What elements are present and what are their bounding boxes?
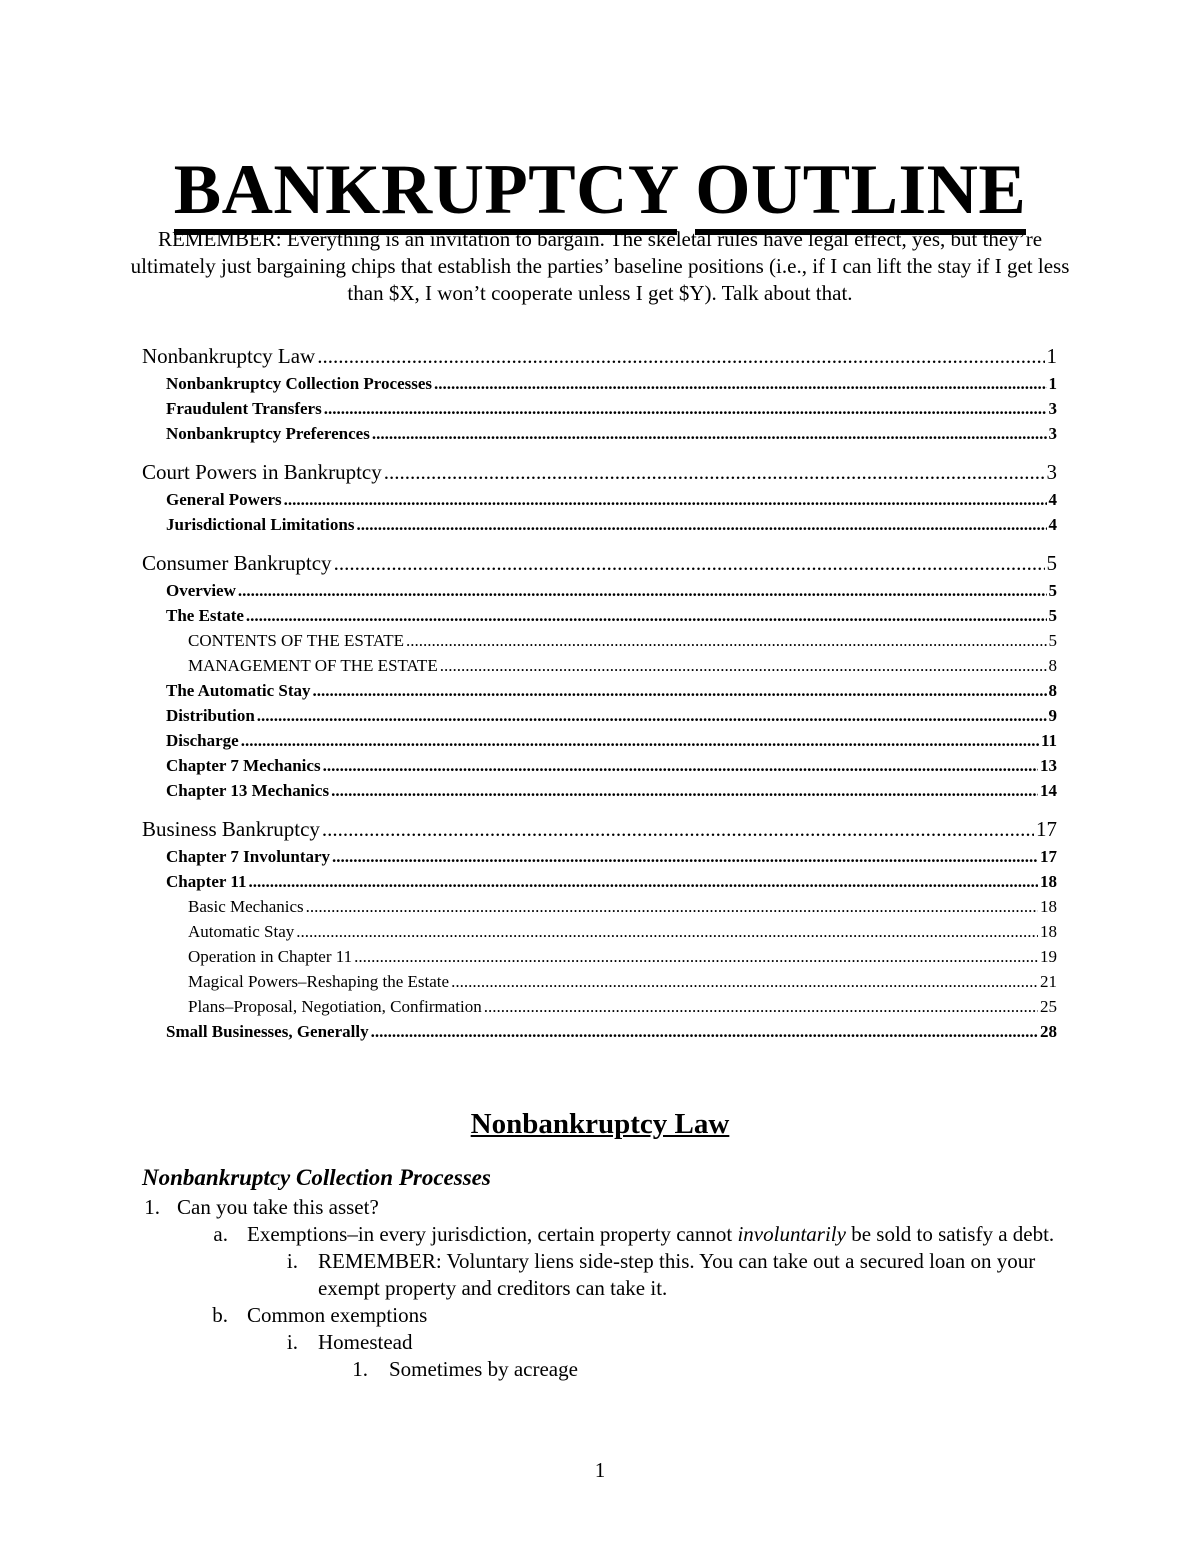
toc-label: Magical Powers–Reshaping the Estate	[188, 972, 450, 991]
toc-page: 13	[1040, 756, 1057, 775]
toc-page: 3	[1048, 424, 1057, 443]
intro-paragraph: REMEMBER: Everything is an invitation to bargain. The skeletal rules have legal effect, yes, but they’re ultimately just bargaining chips that establish the parties’ baseline positions (i.e., if I can lift the stay if I get less than $X, I won’t cooperate unless I get $Y). Talk about that.	[130, 227, 1070, 305]
toc-label: The Estate	[166, 606, 244, 625]
toc-leader	[313, 678, 1047, 703]
toc-entry[interactable]	[142, 815, 1057, 844]
toc-page: 1	[1048, 374, 1057, 393]
title-word-bankruptcy: BANKRUPTCY	[174, 151, 677, 235]
list-item	[142, 1329, 1062, 1356]
toc-page: 17	[1040, 847, 1057, 866]
toc-page: 5	[1046, 551, 1057, 575]
toc-leader	[246, 603, 1047, 628]
toc-page: 11	[1040, 731, 1057, 750]
toc-page: 18	[1040, 897, 1057, 916]
page-number: 1	[594, 1458, 606, 1482]
toc-leader	[434, 371, 1046, 396]
list-item-text: Can you take this asset?	[177, 1195, 379, 1219]
toc-entry[interactable]	[142, 778, 1057, 803]
toc-leader	[384, 458, 1045, 487]
toc-label: Nonbankruptcy Collection Processes	[166, 374, 433, 393]
toc-label: Operation in Chapter 11	[188, 947, 353, 966]
toc-page: 1	[1046, 344, 1057, 368]
list-item	[142, 1248, 1062, 1302]
toc-leader	[284, 487, 1047, 512]
toc-leader	[306, 894, 1038, 919]
list-item	[142, 1221, 1062, 1248]
list-marker: a.	[213, 1222, 228, 1246]
toc-page: 4	[1048, 515, 1057, 534]
toc-leader	[238, 578, 1047, 603]
toc-page: 8	[1048, 656, 1057, 675]
toc-entry[interactable]	[142, 753, 1057, 778]
list-marker: b.	[212, 1303, 228, 1327]
toc-label: Chapter 7 Mechanics	[166, 756, 321, 775]
toc-entry[interactable]	[142, 603, 1057, 628]
toc-page: 17	[1036, 817, 1057, 841]
toc-page: 3	[1046, 460, 1057, 484]
toc-label: Jurisdictional Limitations	[166, 515, 355, 534]
toc-leader	[257, 703, 1047, 728]
toc-entry[interactable]	[142, 1019, 1057, 1044]
toc-entry[interactable]	[142, 458, 1057, 487]
list-item	[142, 1302, 1062, 1329]
toc-label: Distribution	[166, 706, 255, 725]
toc-entry[interactable]	[142, 421, 1057, 446]
toc-label: Nonbankruptcy Preferences	[166, 424, 370, 443]
toc-leader	[406, 628, 1046, 653]
list-item-text: Homestead	[318, 1330, 413, 1354]
toc-label: Nonbankruptcy Law	[142, 344, 316, 368]
toc-leader	[440, 653, 1047, 678]
toc-entry[interactable]	[142, 653, 1057, 678]
toc-page: 9	[1048, 706, 1057, 725]
toc-label: Consumer Bankruptcy	[142, 551, 332, 575]
section-heading: Nonbankruptcy Law	[470, 1108, 730, 1140]
toc-label: Chapter 13 Mechanics	[166, 781, 330, 800]
toc-label: Basic Mechanics	[188, 897, 304, 916]
toc-page: 18	[1040, 922, 1057, 941]
toc-label: Chapter 11	[166, 872, 247, 891]
toc-leader	[334, 549, 1045, 578]
outline-list	[142, 1194, 1062, 1383]
toc-entry[interactable]	[142, 512, 1057, 537]
subsection-heading: Nonbankruptcy Collection Processes	[142, 1165, 491, 1190]
toc-page: 21	[1040, 972, 1057, 991]
toc-entry[interactable]	[142, 703, 1057, 728]
toc-label: MANAGEMENT OF THE ESTATE	[188, 656, 438, 675]
toc-label: Discharge	[166, 731, 239, 750]
toc-label: Business Bankruptcy	[142, 817, 320, 841]
toc-entry[interactable]	[142, 578, 1057, 603]
toc-entry[interactable]	[142, 894, 1057, 919]
toc-leader	[296, 919, 1038, 944]
toc-leader	[322, 815, 1034, 844]
document-title	[0, 150, 1200, 230]
toc-leader	[332, 844, 1038, 869]
toc-leader	[323, 753, 1038, 778]
list-item-text: Exemptions–in every jurisdiction, certain property cannot	[247, 1222, 738, 1246]
toc-leader	[354, 944, 1038, 969]
toc-leader	[248, 869, 1038, 894]
toc-entry[interactable]	[142, 342, 1057, 371]
toc-entry[interactable]	[142, 549, 1057, 578]
list-item-text: be sold to satisfy a debt.	[845, 1222, 1055, 1246]
table-of-contents	[142, 342, 1057, 1044]
list-item-text: Sometimes by acreage	[389, 1357, 578, 1381]
toc-entry[interactable]	[142, 944, 1057, 969]
toc-page: 5	[1048, 606, 1057, 625]
toc-leader	[451, 969, 1038, 994]
toc-page: 14	[1040, 781, 1057, 800]
toc-label: The Automatic Stay	[166, 681, 311, 700]
toc-page: 4	[1048, 490, 1057, 509]
toc-page: 25	[1040, 997, 1057, 1016]
toc-entry[interactable]	[142, 728, 1057, 753]
toc-leader	[356, 512, 1046, 537]
toc-entry[interactable]	[142, 969, 1057, 994]
list-item	[142, 1194, 1062, 1221]
list-item-text: REMEMBER: Voluntary liens side-step this. You can take out a secured loan on your exempt property and creditors can take it.	[318, 1249, 1036, 1300]
toc-entry[interactable]	[142, 844, 1057, 869]
toc-label: Fraudulent Transfers	[166, 399, 322, 418]
title-word-outline: OUTLINE	[695, 151, 1026, 235]
toc-entry[interactable]	[142, 678, 1057, 703]
list-item	[142, 1356, 1062, 1383]
toc-entry[interactable]	[142, 371, 1057, 396]
toc-label: Chapter 7 Involuntary	[166, 847, 331, 866]
toc-leader	[241, 728, 1039, 753]
list-item-text: Common exemptions	[247, 1303, 428, 1327]
toc-page: 5	[1048, 581, 1057, 600]
toc-label: Plans–Proposal, Negotiation, Confirmation	[188, 997, 482, 1016]
toc-label: Automatic Stay	[188, 922, 295, 941]
toc-page: 5	[1048, 631, 1057, 650]
toc-leader	[317, 342, 1044, 371]
toc-label: Overview	[166, 581, 236, 600]
toc-leader	[324, 396, 1047, 421]
list-marker: i.	[286, 1330, 298, 1354]
toc-entry[interactable]	[142, 994, 1057, 1019]
toc-page: 3	[1048, 399, 1057, 418]
toc-page: 18	[1040, 872, 1057, 891]
toc-leader	[372, 421, 1047, 446]
toc-label: General Powers	[166, 490, 282, 509]
toc-entry[interactable]	[142, 919, 1057, 944]
toc-entry[interactable]	[142, 869, 1057, 894]
toc-page: 8	[1048, 681, 1057, 700]
toc-entry[interactable]	[142, 628, 1057, 653]
list-marker: i.	[286, 1249, 298, 1273]
toc-leader	[484, 994, 1038, 1019]
toc-leader	[331, 778, 1038, 803]
toc-entry[interactable]	[142, 487, 1057, 512]
toc-entry[interactable]	[142, 396, 1057, 421]
toc-leader	[371, 1019, 1038, 1044]
emphasis-text: involuntarily	[737, 1222, 846, 1246]
toc-page: 28	[1040, 1022, 1057, 1041]
list-marker: 1.	[352, 1357, 368, 1381]
toc-label: Court Powers in Bankruptcy	[142, 460, 382, 484]
toc-label: Small Businesses, Generally	[166, 1022, 369, 1041]
list-marker: 1.	[144, 1195, 160, 1219]
toc-label: CONTENTS OF THE ESTATE	[188, 631, 405, 650]
toc-page: 19	[1040, 947, 1057, 966]
